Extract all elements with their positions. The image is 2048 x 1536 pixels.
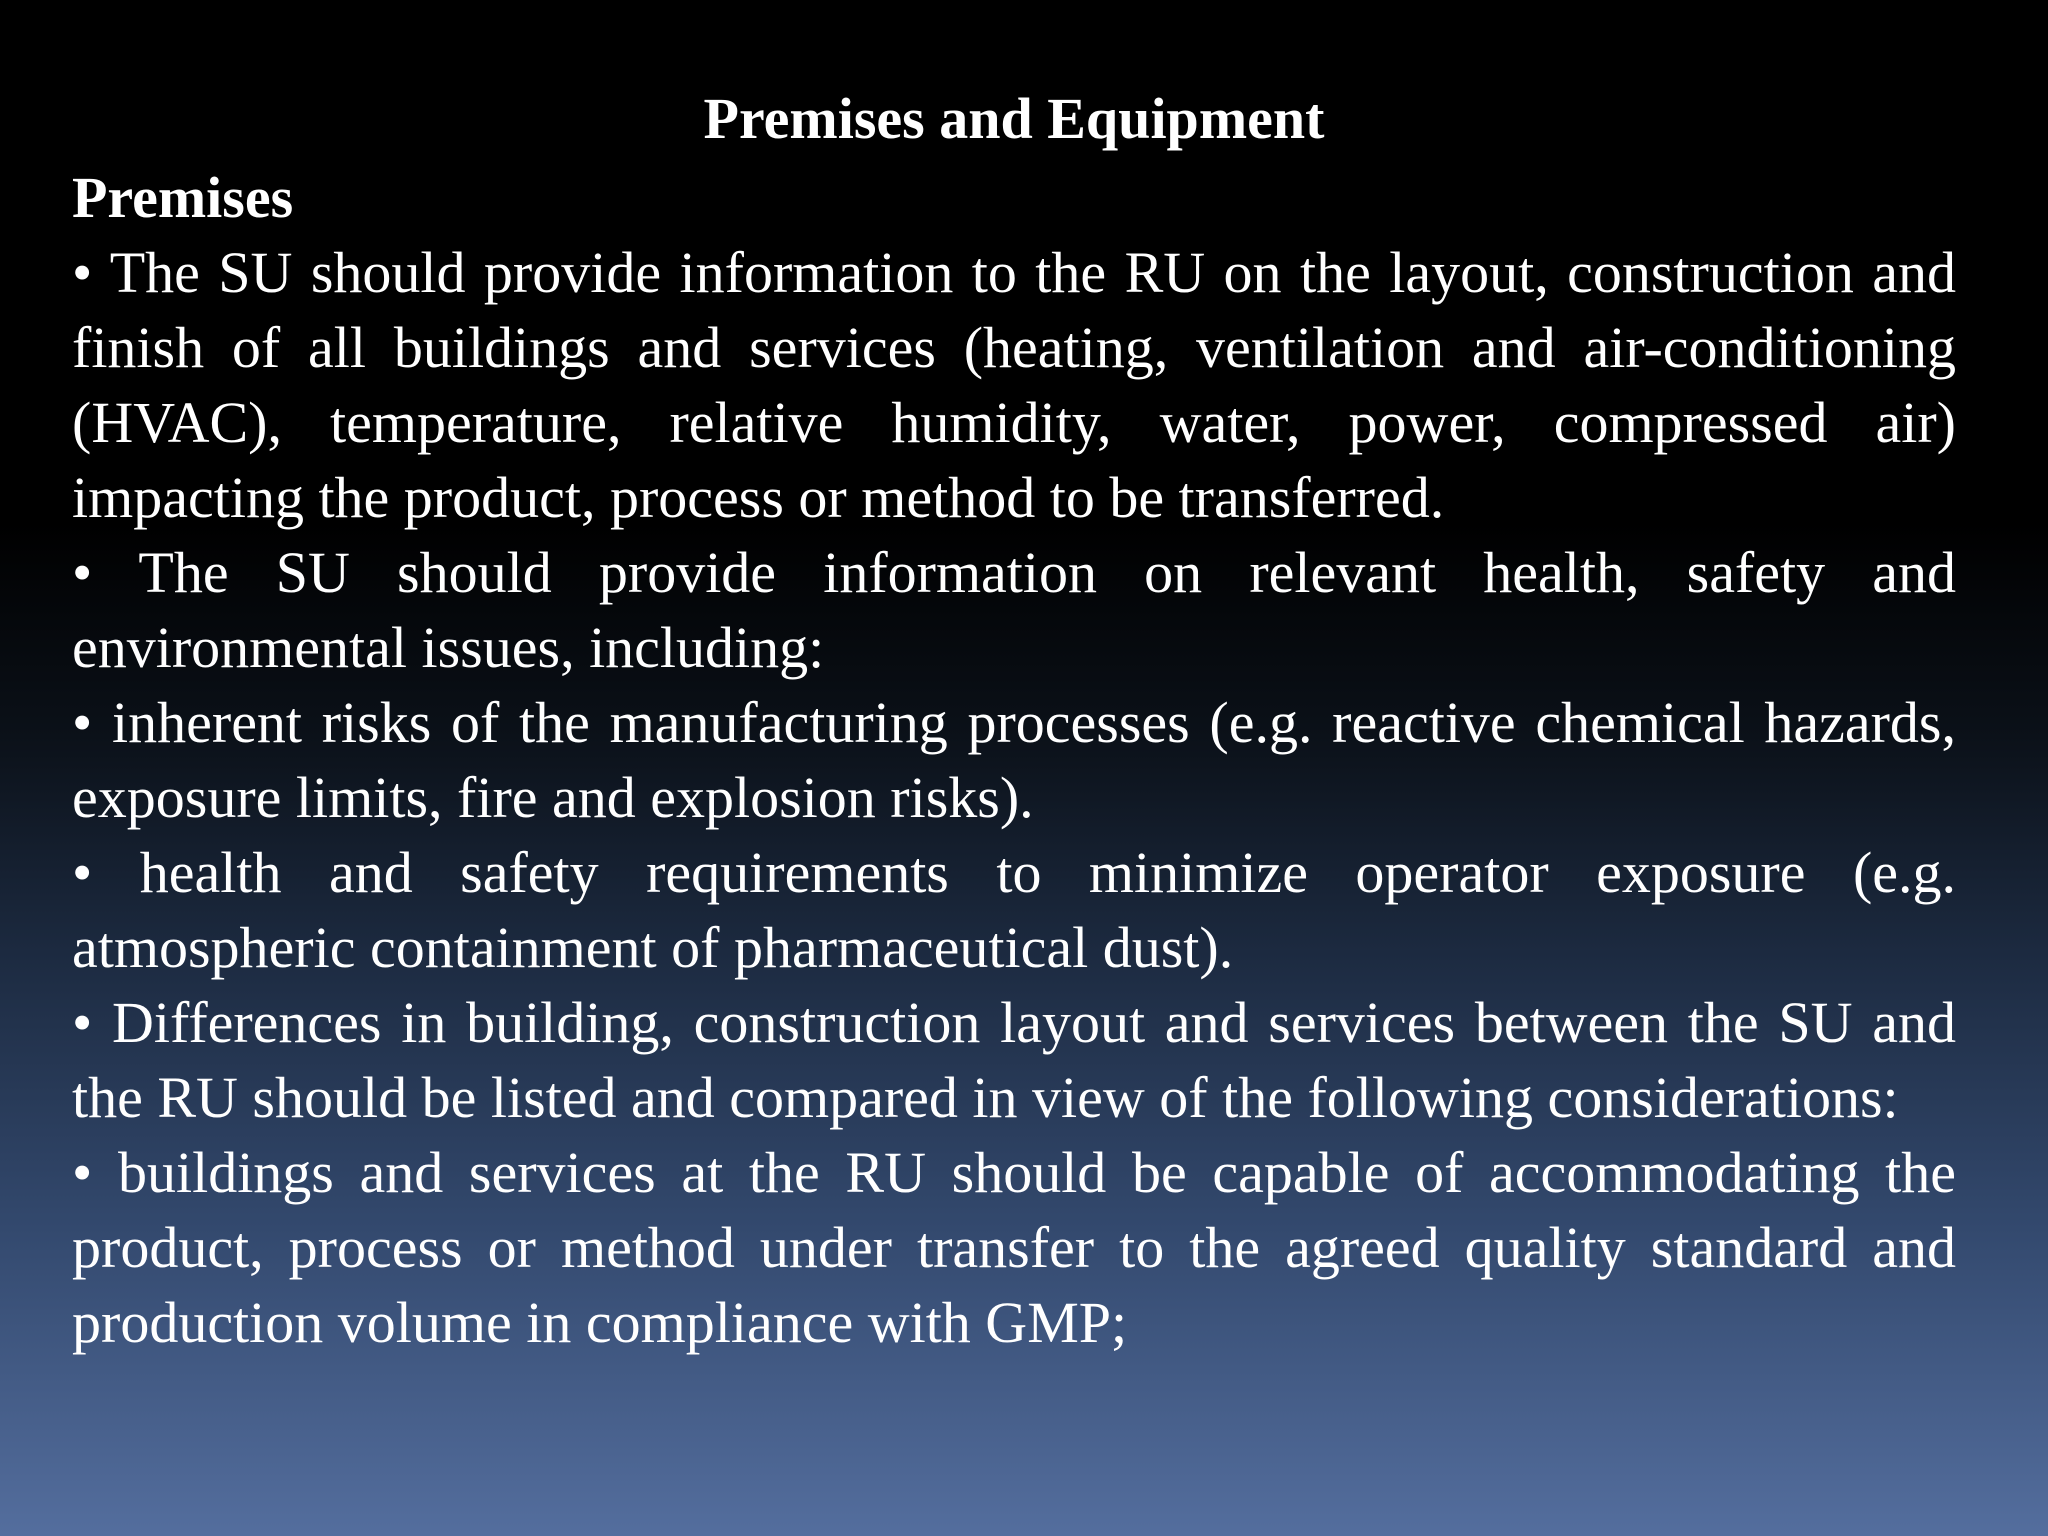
bullet-paragraph-5 bbox=[72, 985, 1956, 1135]
bullet-marker: • bbox=[72, 840, 93, 905]
slide-title: Premises and Equipment bbox=[703, 86, 1325, 151]
section-heading: Premises bbox=[72, 165, 294, 230]
bullet-paragraph-2 bbox=[72, 535, 1956, 685]
bullet-text: health and safety requirements to minimize operator exposure (e.g. atmospheric containment of pharmaceutical dust). bbox=[72, 840, 1956, 980]
bullet-marker: • bbox=[72, 540, 93, 605]
bullet-marker: • bbox=[72, 240, 93, 305]
bullet-paragraph-1 bbox=[72, 235, 1956, 535]
bullet-marker: • bbox=[72, 690, 93, 755]
bullet-marker: • bbox=[72, 990, 93, 1055]
bullet-text: The SU should provide information on relevant health, safety and environmental issues, including: bbox=[72, 540, 1957, 680]
bullet-text: buildings and services at the RU should be capable of accommodating the product, process or method under transfer to the agreed quality standard and production volume in compliance with GMP; bbox=[72, 1140, 1956, 1355]
bullet-text: Differences in building, construction layout and services between the SU and the RU should be listed and compared in view of the following considerations: bbox=[72, 990, 1956, 1130]
bullet-paragraph-6 bbox=[72, 1135, 1956, 1360]
slide-content bbox=[72, 86, 1956, 1360]
bullet-paragraph-3 bbox=[72, 685, 1956, 835]
bullet-paragraph-4 bbox=[72, 835, 1956, 985]
bullet-text: The SU should provide information to the RU on the layout, construction and finish of all buildings and services (heating, ventilation and air-conditioning (HVAC), temperature, relative humidity, water, power, compressed air) impacting the product, process or method to be transferred. bbox=[72, 240, 1956, 530]
bullet-marker: • bbox=[72, 1140, 93, 1205]
bullet-text: inherent risks of the manufacturing processes (e.g. reactive chemical hazards, exposure limits, fire and explosion risks). bbox=[72, 690, 1956, 830]
